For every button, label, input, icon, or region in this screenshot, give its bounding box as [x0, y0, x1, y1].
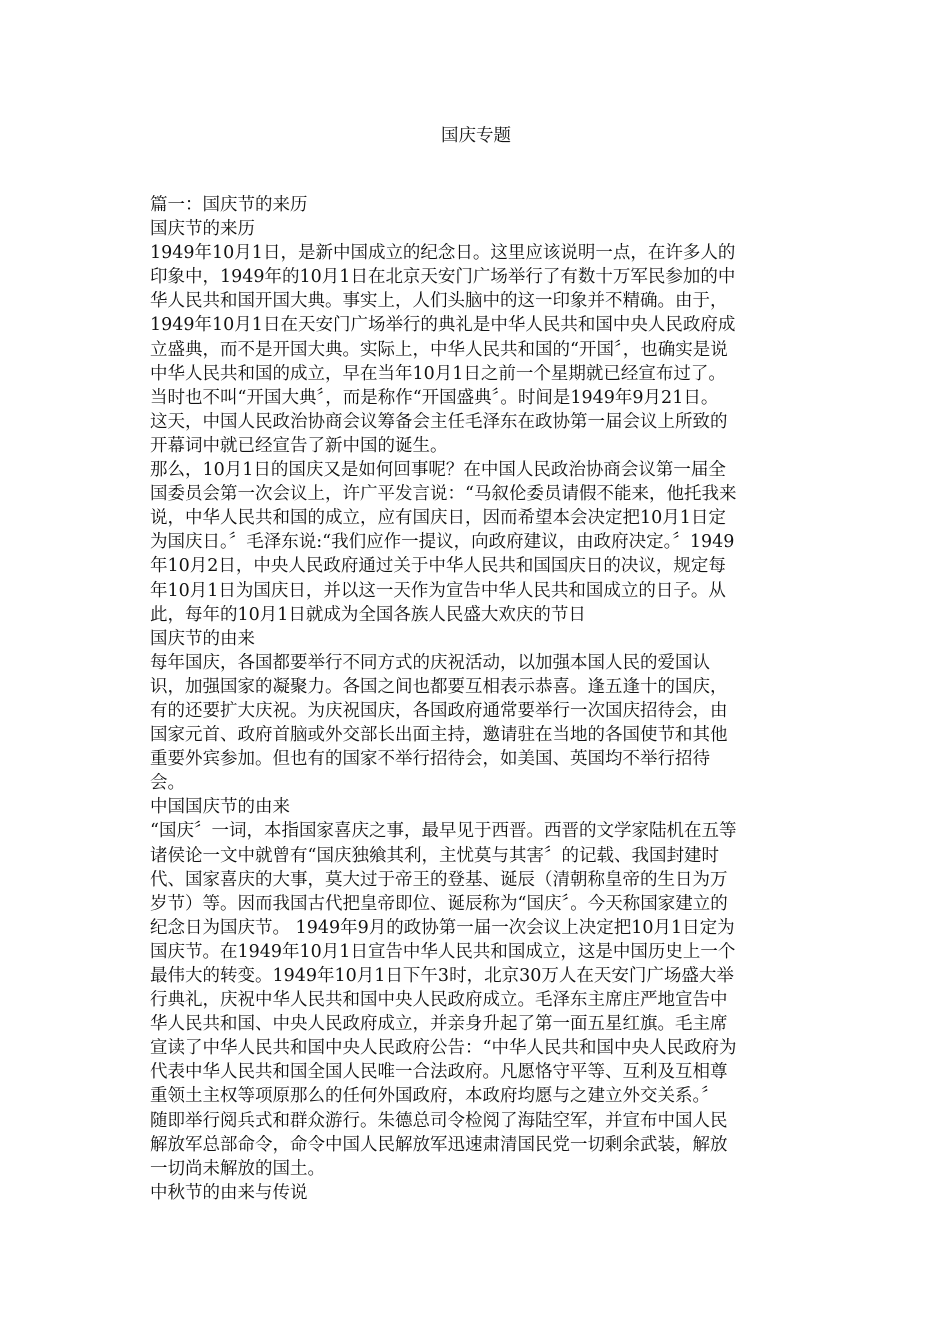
text-line: 最伟大的转变。1949年10月1日下午3时，北京30万人在天安门广场盛大举 — [150, 966, 734, 986]
text-line: 华人民共和国开国大典。事实上，人们头脑中的这一印象并不精确。由于， — [150, 291, 728, 312]
text-line: 每年国庆，各国都要举行不同方式的庆祝活动，以加强本国人民的爱国认 — [150, 652, 710, 673]
text-line: 立盛典，而不是开国大典。实际上，中华人民共和国的“开国〞，也确实是说 — [150, 339, 728, 360]
text-line: 识，加强国家的凝聚力。各国之间也都要互相表示恭喜。逢五逢十的国庆， — [150, 676, 728, 697]
text-line: 年10月2日，中央人民政府通过关于中华人民共和国国庆日的决议，规定每 — [150, 556, 726, 577]
document-title: 国庆专题 — [441, 126, 511, 146]
text-line: 1949年10月1日，是新中国成立的纪念日。这里应该说明一点，在许多人的 — [150, 243, 736, 264]
section-subheading — [150, 627, 802, 651]
paragraph — [150, 458, 802, 627]
text-line: 这天，中国人民政治协商会议筹备会主任毛泽东在政协第一届会议上所致的 — [150, 411, 728, 432]
text-line: 宣读了中华人民共和国中央人民政府公告：“中华人民共和国中央人民政府为 — [150, 1038, 737, 1059]
section-subheading — [150, 217, 802, 241]
text-line: 说，中华人民共和国的成立，应有国庆日，因而希望本会决定把10月1日定 — [150, 508, 726, 529]
text-line: 中国国庆节的由来 — [150, 797, 290, 818]
text-line: 随即举行阅兵式和群众游行。朱德总司令检阅了海陆空军，并宣布中国人民 — [150, 1110, 728, 1131]
text-line: 此，每年的10月1日就成为全国各族人民盛大欢庆的节日 — [150, 604, 586, 625]
text-line: “国庆〞一词，本指国家喜庆之事，最早见于西晋。西晋的文学家陆机在五等 — [150, 821, 737, 842]
text-line: 重要外宾参加。但也有的国家不举行招待会，如美国、英国均不举行招待 — [150, 749, 710, 770]
text-line: 篇一：国庆节的来历 — [150, 195, 308, 215]
text-line: 诸侯论一文中就曾有“国庆独飨其利，主忧莫与其害〞的记载、我国封建时 — [150, 845, 719, 866]
section-heading — [150, 193, 802, 217]
text-line: 为国庆日。〞毛泽东说:“我们应作一提议，向政府建议，由政府决定。〞1949 — [150, 532, 735, 553]
document-body — [150, 124, 802, 1205]
text-line: 印象中，1949年的10月1日在北京天安门广场举行了有数十万军民参加的中 — [150, 267, 736, 288]
text-line: 代表中华人民共和国全国人民唯一合法政府。凡愿恪守平等、互利及互相尊 — [150, 1062, 728, 1083]
paragraph — [150, 819, 802, 1180]
text-line: 岁节）等。因而我国古代把皇帝即位、诞辰称为“国庆〞。今天称国家建立的 — [150, 893, 728, 914]
text-line: 1949年10月1日在天安门广场举行的典礼是中华人民共和国中央人民政府成 — [150, 315, 736, 336]
text-line: 那么，10月1日的国庆又是如何回事呢？在中国人民政治协商会议第一届全 — [150, 460, 726, 481]
text-line: 解放军总部命令，命令中国人民解放军迅速肃清国民党一切剩余武装，解放 — [150, 1134, 728, 1155]
text-line: 开幕词中就已经宣告了新中国的诞生。 — [150, 435, 448, 456]
text-line: 国庆节。在1949年10月1日宣告中华人民共和国成立，这是中国历史上一个 — [150, 941, 736, 962]
text-line: 行典礼，庆祝中华人民共和国中央人民政府成立。毛泽东主席庄严地宣告中 — [150, 990, 728, 1011]
paragraph — [150, 651, 802, 796]
paragraph — [150, 241, 802, 458]
text-line: 代、国家喜庆的大事，莫大过于帝王的登基、诞辰（清朝称皇帝的生日为万 — [150, 869, 728, 890]
text-line: 年10月1日为国庆日，并以这一天作为宣告中华人民共和国成立的日子。从 — [150, 580, 726, 601]
text-line: 重领土主权等项原那么的任何外国政府，本政府均愿与之建立外交关系。〞 — [150, 1086, 719, 1107]
text-line: 国庆节的来历 — [150, 219, 255, 240]
section-subheading — [150, 795, 802, 819]
text-line: 纪念日为国庆节。 1949年9月的政协第一届一次会议上决定把10月1日定为 — [150, 917, 735, 938]
section-subheading — [150, 1181, 802, 1205]
text-line: 华人民共和国、中央人民政府成立，并亲身升起了第一面五星红旗。毛主席 — [150, 1014, 728, 1035]
text-line: 有的还要扩大庆祝。为庆祝国庆，各国政府通常要举行一次国庆招待会，由 — [150, 700, 728, 721]
text-line: 国家元首、政府首脑或外交部长出面主持，邀请驻在当地的各国使节和其他 — [150, 725, 728, 746]
text-line: 中华人民共和国的成立，早在当年10月1日之前一个星期就已经宣布过了。 — [150, 363, 726, 384]
text-line: 国委员会第一次会议上，许广平发言说：“马叙伦委员请假不能来，他托我来 — [150, 484, 737, 505]
text-line: 当时也不叫“开国大典〞，而是称作“开国盛典〞。时间是1949年9月21日。 — [150, 387, 719, 408]
text-line: 一切尚未解放的国土。 — [150, 1158, 325, 1179]
text-line: 会。 — [150, 773, 185, 794]
text-line: 中秋节的由来与传说 — [150, 1182, 308, 1203]
text-line: 国庆节的由来 — [150, 628, 255, 649]
